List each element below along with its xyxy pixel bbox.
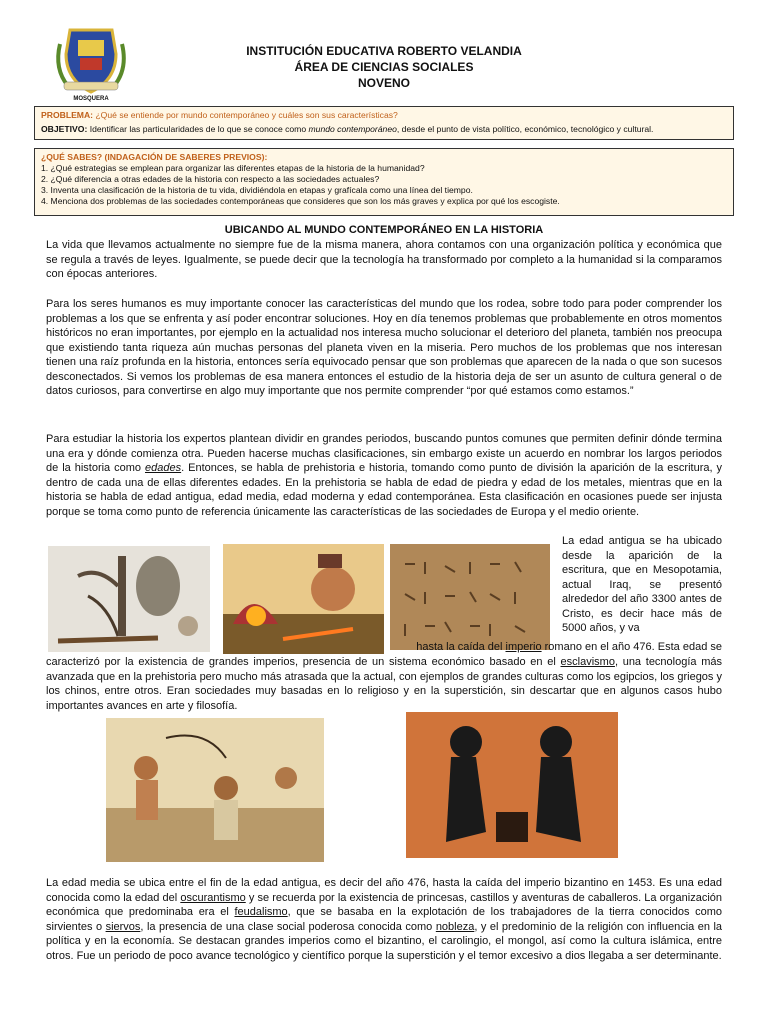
p6-text-d: , la presencia de una clase social poderosa conocida como bbox=[140, 920, 433, 933]
term-oscurantismo: oscurantismo bbox=[180, 891, 246, 904]
term-siervos: siervos bbox=[105, 920, 141, 933]
term-feudalismo: feudalismo bbox=[234, 906, 288, 918]
objective-text-a: Identificar las particularidades de lo que se conoce como bbox=[89, 124, 307, 134]
prior-knowledge-heading: ¿QUÉ SABES? (INDAGACIÓN DE SABERES PREVIOS): bbox=[41, 152, 268, 162]
question-item: 2. ¿Qué diferencia a otras edades de la historia con respecto a las sociedades actuales? bbox=[41, 174, 380, 184]
term-imperio: imperio bbox=[505, 641, 542, 653]
problem-text: ¿Qué se entiende por mundo contemporáneo y cuáles son sus características? bbox=[95, 110, 398, 120]
p3-text-a: Para estudiar la historia los expertos plantean dividir en grandes periodos, buscando puntos comunes que permiten definir dónde termina una era y dónde comienza otra. Pueden hacerse muchas clasificaciones, sin embargo existe un acuerdo en nombrar los largos periodos de la historia como bbox=[46, 433, 722, 474]
paragraph-4 bbox=[396, 640, 722, 655]
question-item: 4. Menciona dos problemas de las sociedades contemporáneas que consideres que son los más graves y explica por qué los escogiste. bbox=[41, 196, 560, 206]
question-item: 3. Inventa una clasificación de la historia de tu vida, dividiéndola en etapas y grafícala como una línea del tiempo. bbox=[41, 185, 473, 195]
metalworker-image bbox=[223, 544, 384, 654]
p5-text-b: , una tecnología más avanzada que en la prehistoria pero mucho más atrasada que la actual, con ejemplos de grandes culturas como los egipcios, los griegos y los chinos, entre otros. Eran sociedades muy basadas en lo religioso y en la superstición, sin descartar que en algunos casos hubo importantes avances en arte y filosofía. bbox=[46, 656, 723, 712]
stone-tools-image bbox=[48, 546, 210, 652]
term-esclavismo: esclavismo bbox=[560, 656, 615, 668]
area-name: ÁREA DE CIENCIAS SOCIALES bbox=[294, 60, 474, 74]
side-paragraph: La edad antigua se ha ubicado desde la aparición de la escritura, que en Mesopotamia, actual Iraq, se presentó alrededor del año 3300 antes de Cristo, es decir hace más de 5000 años, y va bbox=[562, 535, 722, 634]
p4-text-b: romano en el año 476. Esta edad se bbox=[544, 641, 722, 653]
prior-knowledge-box bbox=[34, 148, 734, 216]
objective-line bbox=[41, 124, 727, 135]
section-title: UBICANDO AL MUNDO CONTEMPORÁNEO EN LA HISTORIA bbox=[224, 224, 544, 236]
problem-label: PROBLEMA: bbox=[41, 110, 94, 120]
p4-text-a: hasta la caída del bbox=[416, 641, 503, 653]
objective-text-b: , desde el punto de vista político, económico, tecnológico y cultural. bbox=[396, 124, 654, 134]
school-crest-logo bbox=[50, 24, 132, 104]
p3-text-b: . Entonces, se habla de prehistoria e historia, tomando como punto de división la aparición de la escritura, y dentro de cada una de ellas diferentes edades. En la prehistoria se habla de edad de piedra y edad de los metales, mientras que en la historia se habla de edad antigua, edad media, edad moderna y edad contemporánea. Esta clasificación en ocasiones puede ser injusta porque se toma como punto de referencia únicamente las características de las sociedades de Europa y el medio oriente. bbox=[46, 462, 723, 518]
term-nobleza: nobleza bbox=[435, 920, 475, 933]
problem-line bbox=[41, 110, 727, 121]
question-item: 1. ¿Qué estrategias se emplean para organizar las diferentes etapas de la historia de la humanidad? bbox=[41, 163, 425, 173]
objective-italic: mundo contemporáneo bbox=[308, 124, 397, 134]
term-edades: edades bbox=[145, 462, 182, 474]
cuneiform-tablet-image bbox=[390, 544, 550, 650]
paragraph-2: Para los seres humanos es muy importante conocer las características del mundo que los rodea, sobre todo para poder comprender los problemas a los que se enfrenta y así poder encontrar soluciones. Hoy en día tenemos problemas que probablemente en otros momentos históricos no eran importantes, por ejemplo en la actualidad nos interesa mucho solucionar el deterioro del planeta, también nos preocupa que existiendo tanta riqueza aún muchas personas del planeta viven en la miseria. Pero muchos de los problemas que nos interesan tienen una raíz profunda en la historia, entonces sería equivocado pensar que son problemas que aparecen de la nada o que son sucesos desconectados. Si vemos los problemas de esa manera entonces el estudio de la historia deja de ser un asunto de cultura general o de datos curiosos, para convertirse en algo muy importante que nos permite comprender “por qué estamos como estamos.” bbox=[46, 298, 722, 397]
p6-text-e: , y el predominio de la religión con influencia en la política y en la economía. Se destacan grandes imperios como el bizantino, el carolingio, el mongol, así como la cultura islámica, entre otros. Fue un periodo de poco avance tecnológico y científico porque la superstición y el temor excesivo a dios llegaba a ser determinante. bbox=[46, 920, 723, 962]
crest-caption: MOSQUERA bbox=[73, 96, 109, 102]
paragraph-5 bbox=[46, 655, 722, 713]
greek-vase-image bbox=[406, 712, 618, 858]
paragraph-1: La vida que llevamos actualmente no siempre fue de la misma manera, ahora contamos con una organización política y económica que se regula a través de leyes. Igualmente, se puede decir que la tecnología ha transformado por completo a la humanidad si la comparamos con épocas anteriores. bbox=[46, 239, 722, 280]
grade-name: NOVENO bbox=[357, 76, 410, 90]
p6-text-c: , que se basaba en la explotación de los trabajadores de la tierra conocidos como sirvientes o bbox=[46, 906, 722, 933]
slavery-scene-image bbox=[106, 718, 324, 862]
objective-label: OBJETIVO: bbox=[41, 124, 88, 134]
problem-objective-box bbox=[34, 106, 734, 140]
paragraph-6 bbox=[46, 876, 722, 963]
p5-text-a: caracterizó por la existencia de grandes imperios, presencia de un sistema económico basado en el bbox=[46, 656, 556, 668]
p6-text-b: y se recuerda por la existencia de princesas, castillos y aventuras de caballeros. La organización económica que predominaba era el bbox=[46, 891, 722, 918]
p6-text-a: La edad media se ubica entre el fin de la edad antigua, es decir del año 476, hasta la caída del imperio bizantino en 1453. Es una edad conocida como la edad del bbox=[46, 877, 722, 904]
school-name: INSTITUCIÓN EDUCATIVA ROBERTO VELANDIA bbox=[246, 44, 522, 58]
paragraph-3 bbox=[46, 432, 722, 519]
